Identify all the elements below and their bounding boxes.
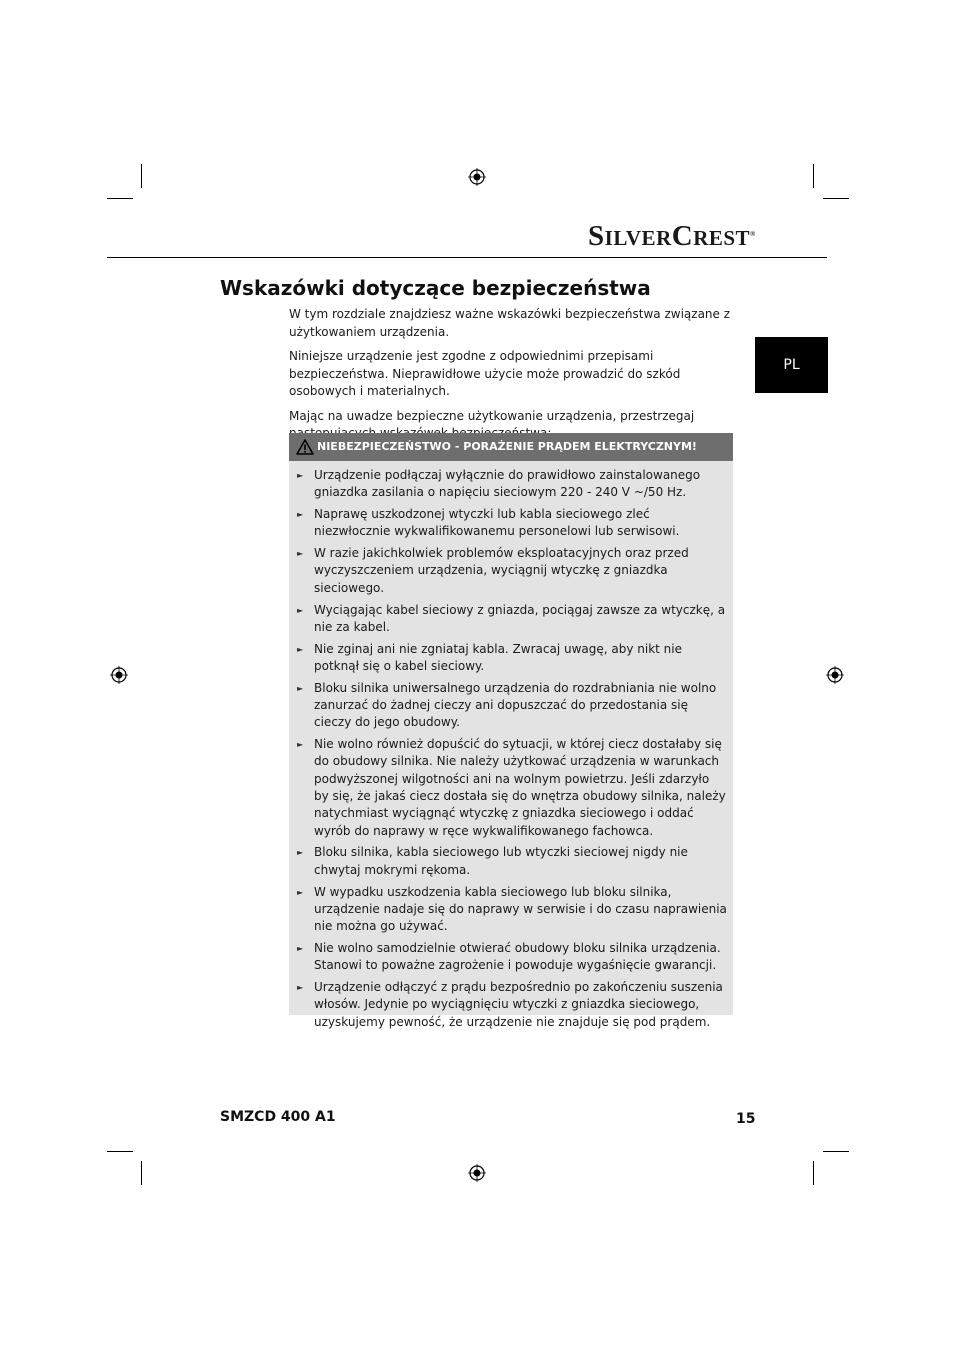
arrow-bullet-icon: ► [297, 510, 304, 520]
arrow-bullet-icon: ► [297, 740, 304, 750]
list-item-text: Urządzenie odłączyć z prądu bezpośrednio po zakończeniu suszenia włosów. Jedynie po wyciągnięciu wtyczki z gniazdka sieciowego, uzyskujemy pewność, że urządzenie nie znajduje się pod prądem. [314, 980, 723, 1029]
warning-heading-text: NIEBEZPIECZEŃSTWO - PORAŻENIE PRĄDEM ELEKTRYCZNYM! [317, 440, 697, 453]
warning-heading [289, 433, 733, 461]
registration-mark-icon [468, 1164, 486, 1182]
list-item [297, 545, 727, 597]
warning-list [289, 461, 733, 1031]
registration-mark-icon [110, 666, 128, 684]
list-item [297, 979, 727, 1031]
arrow-bullet-icon: ► [297, 887, 304, 897]
list-item-text: Naprawę uszkodzonej wtyczki lub kabla sieciowego zleć niezwłocznie wykwalifikowanemu personelowi lub serwisowi. [314, 507, 680, 539]
page-number: 15 [736, 1111, 756, 1127]
arrow-bullet-icon: ► [297, 549, 304, 559]
language-tab: PL [755, 337, 828, 393]
crop-mark-top-left-h [107, 198, 133, 199]
list-item-text: Nie wolno samodzielnie otwierać obudowy bloku silnika urządzenia. Stanowi to poważne zagrożenie i powoduje wygaśnięcie gwarancji. [314, 940, 721, 973]
logo-text: REST [693, 226, 751, 250]
list-item [297, 884, 727, 936]
logo-letter: S [588, 220, 605, 252]
registered-mark: ® [750, 230, 756, 238]
list-item-text: W razie jakichkolwiek problemów eksploatacyjnych oraz przed wyczyszczeniem urządzenia, wyciągnij wtyczkę z gniazdka sieciowego. [314, 546, 689, 595]
list-item [297, 736, 727, 840]
intro-paragraph: Mając na uwadze bezpieczne użytkowanie urządzenia, przestrzegaj [289, 408, 695, 423]
intro-paragraph: W tym rozdziale znajdziesz ważne wskazówki bezpieczeństwa związane z użytkowaniem urządzenia. [289, 307, 731, 339]
arrow-bullet-icon: ► [297, 644, 304, 654]
header-rule [107, 257, 827, 258]
crop-mark-bottom-left-h [107, 1151, 133, 1152]
arrow-bullet-icon: ► [297, 605, 304, 615]
arrow-bullet-icon: ► [297, 943, 304, 953]
list-item [297, 940, 727, 975]
crop-mark-bottom-right-h [823, 1151, 849, 1152]
list-item-text: Bloku silnika uniwersalnego urządzenia do rozdrabniania nie wolno zanurzać do żadnej cieczy ani dopuszczać do przedostania się cieczy do jego obudowy. [314, 680, 717, 730]
warning-triangle-icon [296, 439, 314, 455]
registration-mark-icon [468, 168, 486, 186]
arrow-bullet-icon: ► [297, 848, 304, 858]
list-item [297, 602, 727, 637]
crop-mark-top-right-v [813, 164, 814, 188]
list-item-text: Bloku silnika, kabla sieciowego lub wtyczki sieciowej nigdy nie chwytaj mokrymi rękoma. [314, 845, 688, 877]
intro-text [289, 306, 735, 450]
crop-mark-top-right-h [823, 198, 849, 199]
list-item-text: W wypadku uszkodzenia kabla sieciowego lub bloku silnika, urządzenie nadaje się do naprawy w serwisie i do czasu naprawienia nie można go używać. [314, 884, 727, 934]
list-item [297, 641, 727, 676]
list-item [297, 680, 727, 732]
logo-text: ILVER [604, 226, 672, 250]
list-item [297, 506, 727, 541]
warning-box [289, 433, 733, 1029]
list-item-text: Wyciągając kabel sieciowy z gniazda, pociągaj zawsze za wtyczkę, a nie za kabel. [314, 602, 726, 634]
registration-mark-icon [826, 666, 844, 684]
list-item [297, 844, 727, 879]
arrow-bullet-icon: ► [297, 471, 304, 480]
brand-logo [588, 218, 756, 254]
list-item-text: Urządzenie podłączaj wyłącznie do prawidłowo zainstalowanego gniazdka zasilania o napięciu sieciowym 220 - 240 V ~/50 Hz. [314, 468, 701, 500]
arrow-bullet-icon: ► [297, 683, 304, 693]
crop-mark-top-left-v [141, 164, 142, 188]
list-item-text: Nie zginaj ani nie zgniataj kabla. Zwracaj uwagę, aby nikt nie potknął się o kabel sieciowy. [314, 641, 682, 673]
list-item-text: Nie wolno również dopuścić do sytuacji, w której ciecz dostałaby się do obudowy silnika. Nie należy użytkować urządzenia w warunkach podwyższonej wilgotności ani na wolnym powietrzu. Jeśli zdarzyło by się, że jakaś ciecz dostała się do wnętrza obudowy silnika, należy natychmiast wyciągnąć wtyczkę z gniazdka sieciowego i oddać wyrób do naprawy w ręce wykwalifikowanego fachowca. [314, 737, 726, 838]
crop-mark-bottom-right-v [813, 1161, 814, 1185]
list-item [297, 467, 727, 502]
model-number: SMZCD 400 A1 [220, 1109, 336, 1125]
crop-mark-bottom-left-v [141, 1161, 142, 1185]
logo-letter: C [671, 220, 694, 252]
intro-paragraph: Niniejsze urządzenie jest zgodne z odpowiednimi przepisami bezpieczeństwa. Nieprawidłowe użycie może prowadzić do szkód osobowych i materialnych. [289, 349, 681, 398]
arrow-bullet-icon: ► [297, 983, 304, 993]
page-title: Wskazówki dotyczące bezpieczeństwa [220, 276, 651, 300]
